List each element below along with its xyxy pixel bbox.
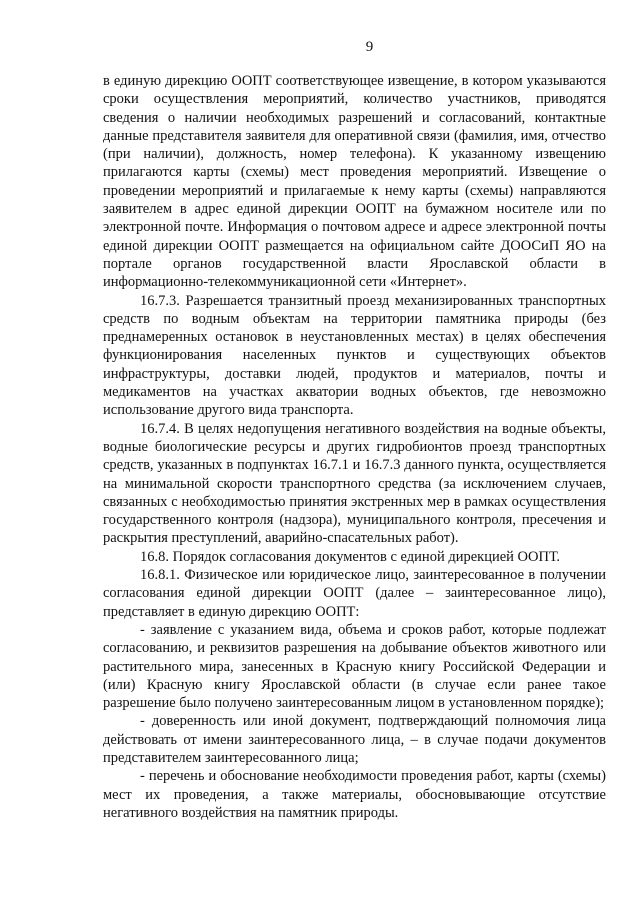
- paragraph-16-8-1: 16.8.1. Физическое или юридическое лицо, заинтересованное в получении согласования единой дирекции ООПТ (далее – заинтересованное лицо), представляет в единую дирекцию ООПТ:: [103, 567, 606, 620]
- page-number: 9: [365, 39, 374, 55]
- paragraph-16-8: 16.8. Порядок согласования документов с единой дирекцией ООПТ.: [140, 548, 560, 565]
- list-item-application: - заявление с указанием вида, объема и сроков работ, которые подлежат согласованию, и реквизитов разрешения на добывание объектов животного или растительного мира, занесенных в Красную книгу Российской Федерации и (или) Красную книгу Ярославской области (в случае если ранее такое разрешение было получено заинтересованным лицом в установленном порядке);: [103, 621, 606, 712]
- paragraph-16-7-4: 16.7.4. В целях недопущения негативного воздействия на водные объекты, водные биологические ресурсы и других гидробионтов проезд транспортных средств, указанных в подпунктах 16.7.1 и 16.7.3 данного пункта, осуществляется на минимальной скорости транспортного средства (за исключением случаев, связанных с необходимостью принятия экстренных мер в рамках осуществления государственного контроля (надзора), муниципального контроля, пресечения и раскрытия преступлений, аварийно-спасательных работ).: [103, 420, 606, 547]
- list-item-justification: - перечень и обоснование необходимости проведения работ, карты (схемы) мест их проведения, а также материалы, обосновывающие отсутствие негативного воздействия на памятник природы.: [103, 768, 606, 821]
- paragraph-16-7-3: 16.7.3. Разрешается транзитный проезд механизированных транспортных средств по водным объектам на территории памятника природы (без преднамеренных остановок в неустановленных местах) в целях обеспечения функционирования населенных пунктов и существующих объектов инфраструктуры, доставки людей, продуктов и материалов, почты и медикаментов на участках акватории водных объектов, где невозможно использование другого вида транспорта.: [103, 292, 606, 419]
- list-item-power-of-attorney: - доверенность или иной документ, подтверждающий полномочия лица действовать от имени заинтересованного лица, – в случае подачи документов представителем заинтересованного лица;: [103, 713, 606, 766]
- paragraph-notice-continuation: в единую дирекцию ООПТ соответствующее извещение, в котором указываются сроки осуществления мероприятий, количество участников, приводятся сведения о наличии необходимых разрешений и согласований, контактные данные представителя заявителя для оперативной связи (фамилия, имя, отчество (при наличии), должность, номер телефона). К указанному извещению прилагаются карты (схемы) мест проведения мероприятий. Извещение о проведении мероприятий и прилагаемые к нему карты (схемы) направляются заявителем в адрес единой дирекции ООПТ на бумажном носителе или по электронной почте. Информация о почтовом адресе и адресе электронной почты единой дирекции ООПТ размещается на официальном сайте ДООСиП ЯО на портале органов государственной власти Ярославской области в информационно-телекоммуникационной сети «Интернет».: [103, 73, 606, 291]
